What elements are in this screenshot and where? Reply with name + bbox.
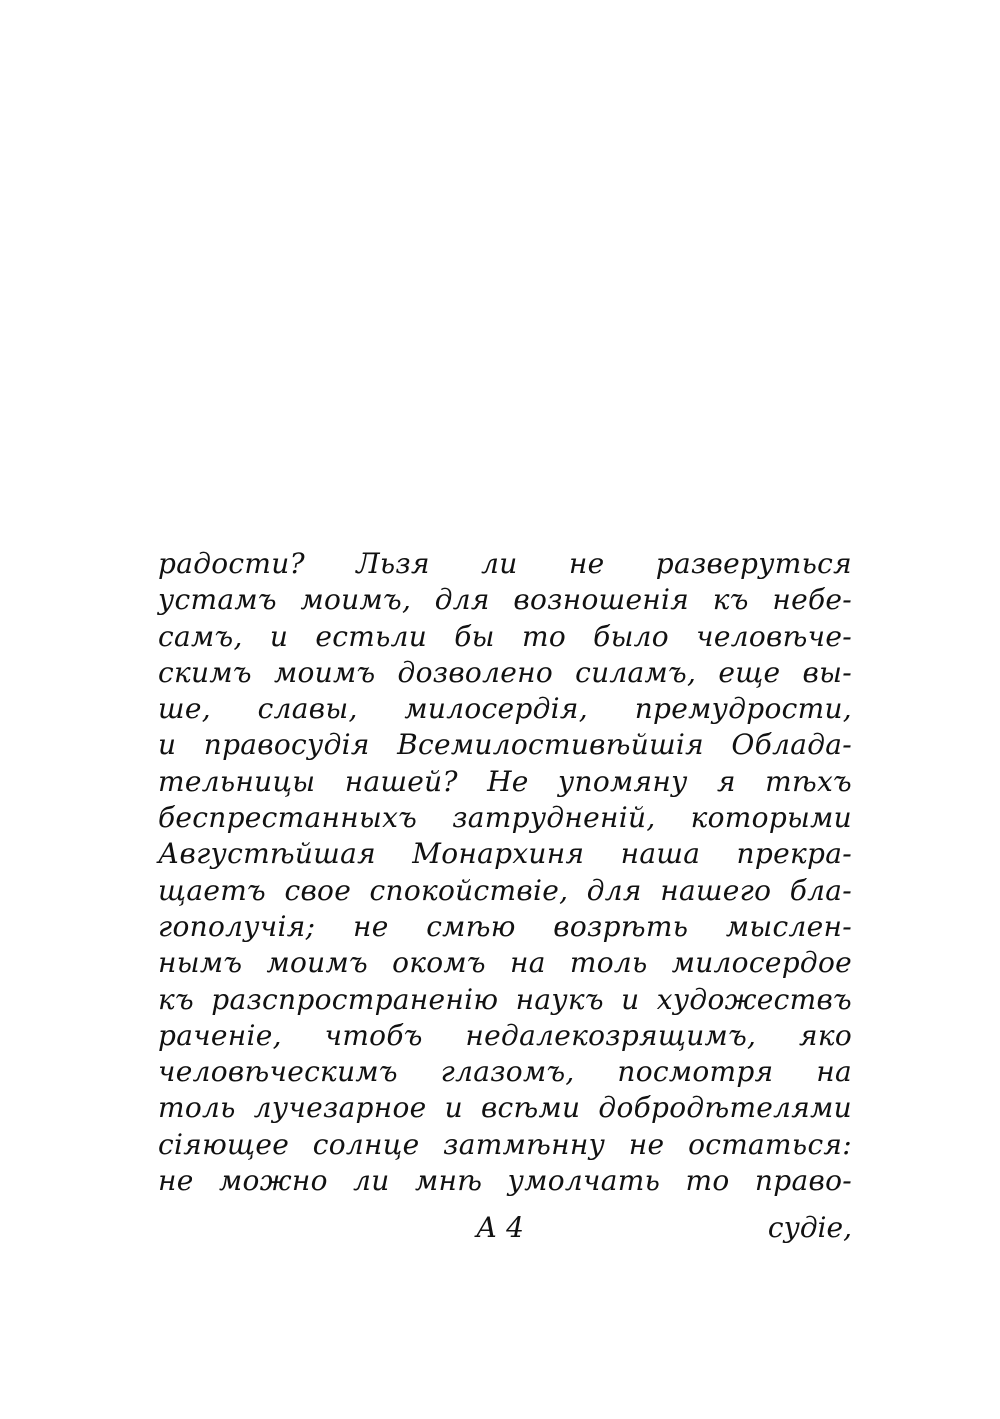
page-footer [158, 1208, 852, 1248]
text-line: скимъ моимъ дозволено силамъ, еще вы- [158, 655, 852, 689]
signature-mark: А 4 [476, 1211, 524, 1244]
text-line: самъ, и естьли бы то было человѣче- [158, 619, 852, 653]
text-line: беспрестанныхъ затрудненій, которыми [158, 801, 852, 835]
text-line: радости? Льзя ли не разверуться [158, 547, 852, 580]
text-line: раченіе, чтобъ недалекозрящимъ, яко [158, 1018, 852, 1052]
text-line: сіяющее солнце затмѣнну не остаться: [158, 1127, 852, 1161]
text-line: ше, славы, милосердія, премудрости, [158, 692, 852, 726]
text-line: нымъ моимъ окомъ на толь милосердое [158, 946, 852, 980]
text-line: устамъ моимъ, для возношенія къ небе- [158, 583, 852, 617]
text-line: щаетъ свое спокойствіе, для нашего бла- [158, 873, 852, 907]
text-line: Августѣйшая Монархиня наша прекра- [158, 837, 852, 871]
text-line: человѣческимъ глазомъ, посмотря на [158, 1055, 852, 1089]
body-text [158, 546, 852, 1199]
catchword: судіе, [767, 1211, 852, 1244]
text-line: и правосудія Всемилостивѣйшія Облада- [158, 728, 852, 762]
text-line: толь лучезарное и всѣми добродѣтелями [158, 1091, 852, 1125]
text-line: тельницы нашей? Не упомяну я тѣхъ [158, 764, 852, 798]
text-line: не можно ли мнѣ умолчать то право- [158, 1164, 852, 1198]
text-line: къ разспространенію наукъ и художествъ [158, 982, 852, 1016]
text-line: гополучія; не смѣю возрѣть мыслен- [158, 909, 852, 943]
